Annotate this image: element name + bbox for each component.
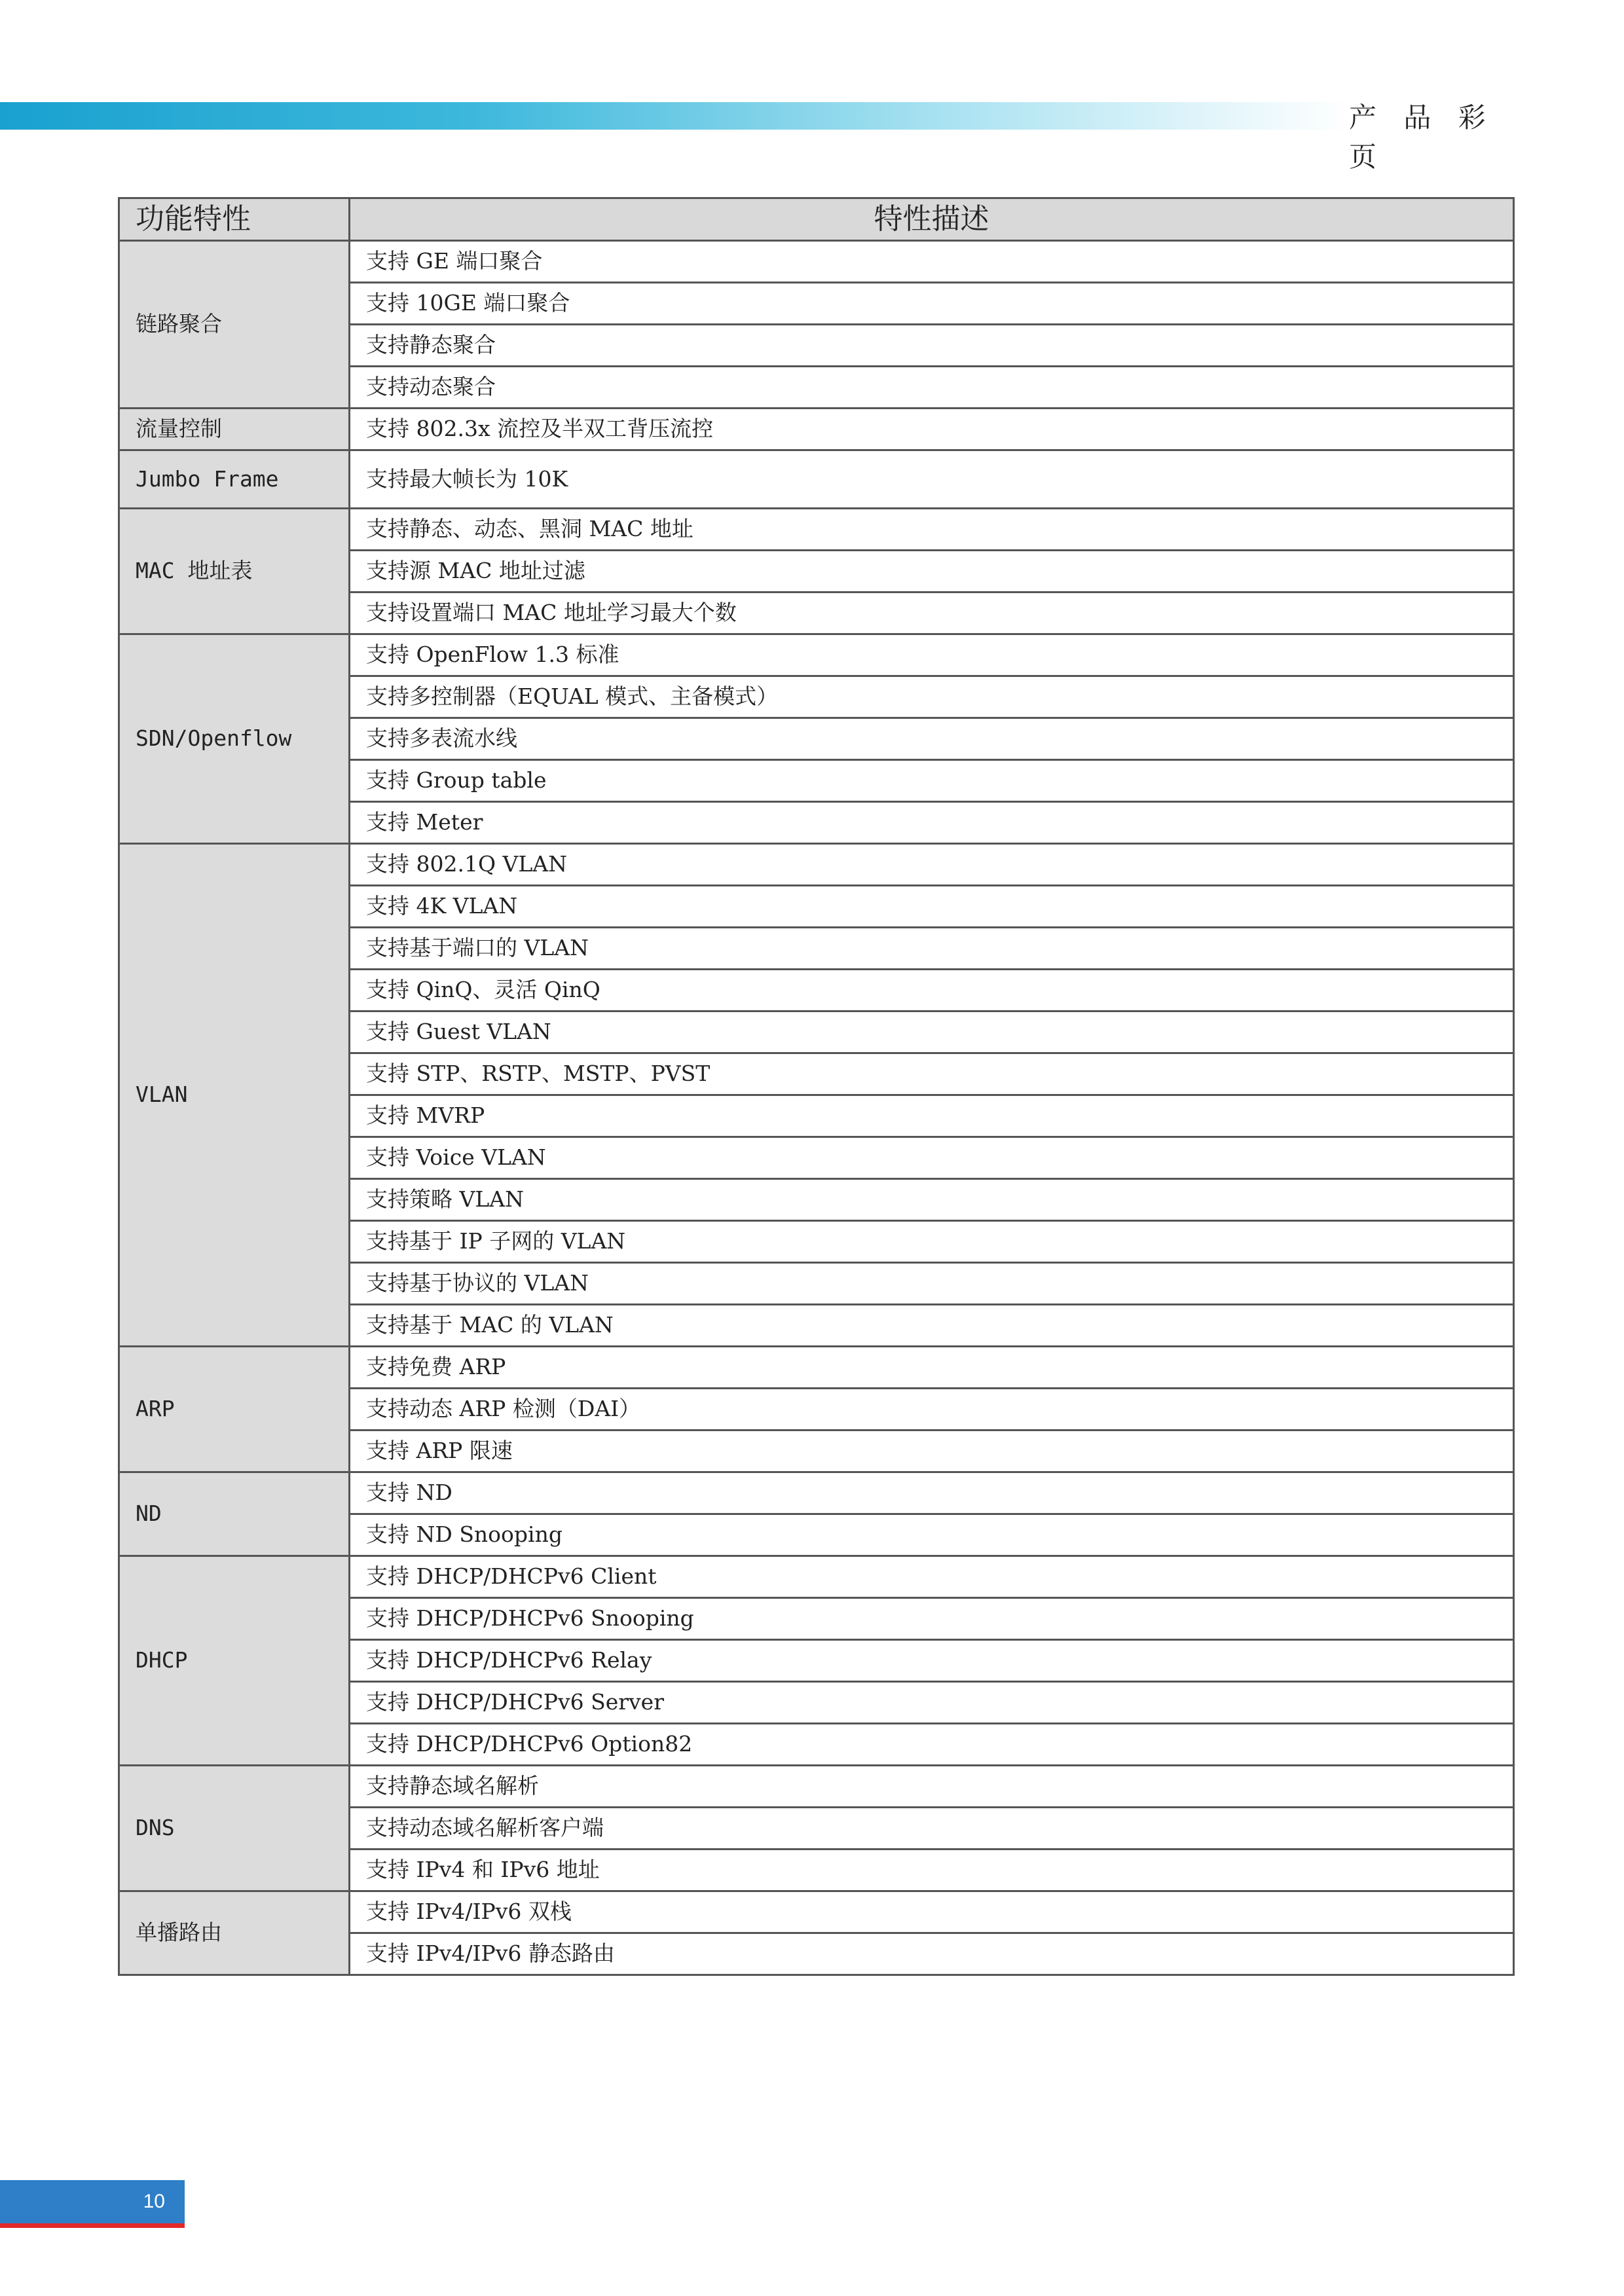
feature-description-cell: 支持静态聚合 xyxy=(350,325,1514,367)
feature-description-cell: 支持 OpenFlow 1.3 标准 xyxy=(350,634,1514,676)
table-row xyxy=(119,634,1514,676)
feature-category-cell: 链路聚合 xyxy=(119,241,350,409)
feature-description-cell: 支持 802.1Q VLAN xyxy=(350,844,1514,886)
feature-category-cell: ND xyxy=(119,1472,350,1556)
feature-description-cell: 支持多控制器（EQUAL 模式、主备模式） xyxy=(350,676,1514,718)
feature-description-cell: 支持 Meter xyxy=(350,802,1514,844)
feature-description-cell: 支持 MVRP xyxy=(350,1095,1514,1137)
feature-description-cell: 支持 IPv4/IPv6 静态路由 xyxy=(350,1933,1514,1975)
header-description: 特性描述 xyxy=(350,198,1514,241)
table-body xyxy=(119,241,1514,1975)
feature-category-cell: VLAN xyxy=(119,844,350,1347)
feature-description-cell: 支持设置端口 MAC 地址学习最大个数 xyxy=(350,592,1514,634)
feature-description-cell: 支持静态、动态、黑洞 MAC 地址 xyxy=(350,509,1514,551)
feature-category-cell: 流量控制 xyxy=(119,409,350,450)
table-row xyxy=(119,409,1514,450)
feature-description-cell: 支持 DHCP/DHCPv6 Relay xyxy=(350,1640,1514,1682)
feature-description-cell: 支持 DHCP/DHCPv6 Option82 xyxy=(350,1724,1514,1766)
table-row xyxy=(119,1347,1514,1389)
header-title: 产 品 彩 页 xyxy=(1349,101,1495,173)
feature-description-cell: 支持基于端口的 VLAN xyxy=(350,928,1514,970)
feature-description-cell: 支持 Voice VLAN xyxy=(350,1137,1514,1179)
feature-description-cell: 支持静态域名解析 xyxy=(350,1766,1514,1808)
feature-description-cell: 支持动态 ARP 检测（DAI） xyxy=(350,1389,1514,1430)
feature-description-cell: 支持 Group table xyxy=(350,760,1514,802)
feature-description-cell: 支持 GE 端口聚合 xyxy=(350,241,1514,283)
header-feature: 功能特性 xyxy=(119,198,350,241)
feature-category-cell: DHCP xyxy=(119,1556,350,1766)
feature-description-cell: 支持 ND xyxy=(350,1472,1514,1514)
table-row xyxy=(119,509,1514,551)
feature-description-cell: 支持动态聚合 xyxy=(350,367,1514,409)
feature-category-cell: SDN/Openflow xyxy=(119,634,350,844)
table-header-row xyxy=(119,198,1514,241)
feature-description-cell: 支持动态域名解析客户端 xyxy=(350,1808,1514,1850)
feature-description-cell: 支持 802.3x 流控及半双工背压流控 xyxy=(350,409,1514,450)
feature-category-cell: MAC 地址表 xyxy=(119,509,350,634)
table-row xyxy=(119,1472,1514,1514)
feature-description-cell: 支持 DHCP/DHCPv6 Server xyxy=(350,1682,1514,1724)
feature-description-cell: 支持免费 ARP xyxy=(350,1347,1514,1389)
feature-description-cell: 支持策略 VLAN xyxy=(350,1179,1514,1221)
feature-description-cell: 支持 IPv4 和 IPv6 地址 xyxy=(350,1850,1514,1891)
feature-description-cell: 支持最大帧长为 10K xyxy=(350,450,1514,509)
feature-description-cell: 支持源 MAC 地址过滤 xyxy=(350,551,1514,592)
table-row xyxy=(119,241,1514,283)
feature-description-cell: 支持 10GE 端口聚合 xyxy=(350,283,1514,325)
feature-description-cell: 支持多表流水线 xyxy=(350,718,1514,760)
feature-category-cell: 单播路由 xyxy=(119,1891,350,1975)
feature-description-cell: 支持 IPv4/IPv6 双栈 xyxy=(350,1891,1514,1933)
table-row xyxy=(119,1556,1514,1598)
feature-description-cell: 支持 ARP 限速 xyxy=(350,1430,1514,1472)
page-number-box xyxy=(0,2180,185,2228)
feature-description-cell: 支持 DHCP/DHCPv6 Snooping xyxy=(350,1598,1514,1640)
feature-description-cell: 支持 4K VLAN xyxy=(350,886,1514,928)
feature-category-cell: ARP xyxy=(119,1347,350,1472)
feature-description-cell: 支持基于 IP 子网的 VLAN xyxy=(350,1221,1514,1263)
feature-description-cell: 支持 DHCP/DHCPv6 Client xyxy=(350,1556,1514,1598)
table-row xyxy=(119,1891,1514,1933)
feature-description-cell: 支持基于协议的 VLAN xyxy=(350,1263,1514,1305)
feature-category-cell: Jumbo Frame xyxy=(119,450,350,509)
table-row xyxy=(119,844,1514,886)
table-row xyxy=(119,1766,1514,1808)
feature-description-cell: 支持 Guest VLAN xyxy=(350,1011,1514,1053)
feature-description-cell: 支持基于 MAC 的 VLAN xyxy=(350,1305,1514,1347)
header-gradient-band xyxy=(0,102,1349,130)
feature-description-cell: 支持 ND Snooping xyxy=(350,1514,1514,1556)
feature-table xyxy=(118,197,1515,1976)
feature-category-cell: DNS xyxy=(119,1766,350,1891)
feature-description-cell: 支持 STP、RSTP、MSTP、PVST xyxy=(350,1053,1514,1095)
page-number: 10 xyxy=(143,2191,165,2212)
feature-description-cell: 支持 QinQ、灵活 QinQ xyxy=(350,970,1514,1011)
table-row xyxy=(119,450,1514,509)
